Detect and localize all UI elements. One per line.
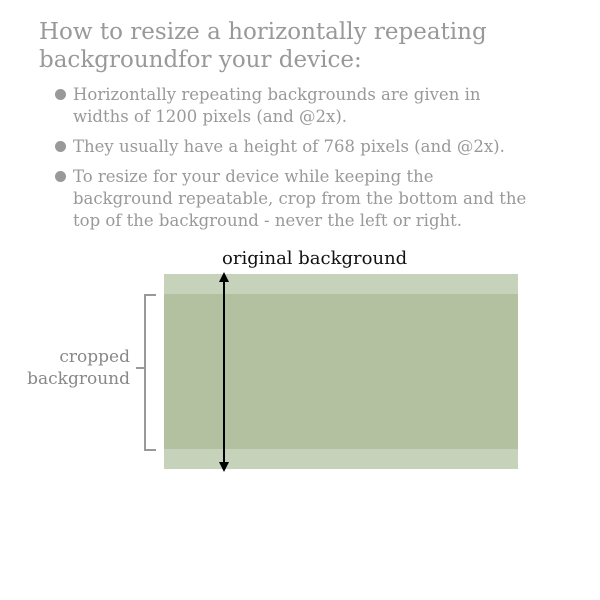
list-item-text: To resize for your device while keeping the background repeatable, crop from the bottom and the top of the background - never the left or right. — [73, 167, 527, 230]
list-item — [54, 136, 534, 158]
cropped-bracket-tick — [136, 367, 144, 369]
cropped-label-line-1: cropped — [59, 347, 130, 367]
list-item-text: Horizontally repeating backgrounds are given in widths of 1200 pixels (and @2x). — [73, 85, 481, 126]
original-background-label: original background — [222, 248, 408, 269]
bullet-dot-icon — [55, 89, 66, 100]
arrow-head-down — [219, 462, 229, 472]
cropped-bracket — [144, 294, 156, 451]
bullet-dot-icon — [55, 141, 66, 152]
list-item — [54, 166, 534, 232]
instruction-list — [54, 84, 534, 240]
page-heading: How to resize a horizontally repeating backgroundfor your device: — [39, 19, 487, 73]
height-arrow-icon — [216, 272, 232, 472]
arrow-head-up — [219, 272, 229, 282]
list-item — [54, 84, 534, 128]
bullet-dot-icon — [55, 171, 66, 182]
cropped-background-label — [10, 346, 130, 390]
resize-diagram — [0, 240, 600, 480]
list-item-text: They usually have a height of 768 pixels (and @2x). — [73, 137, 505, 156]
cropped-label-line-2: background — [27, 369, 130, 389]
